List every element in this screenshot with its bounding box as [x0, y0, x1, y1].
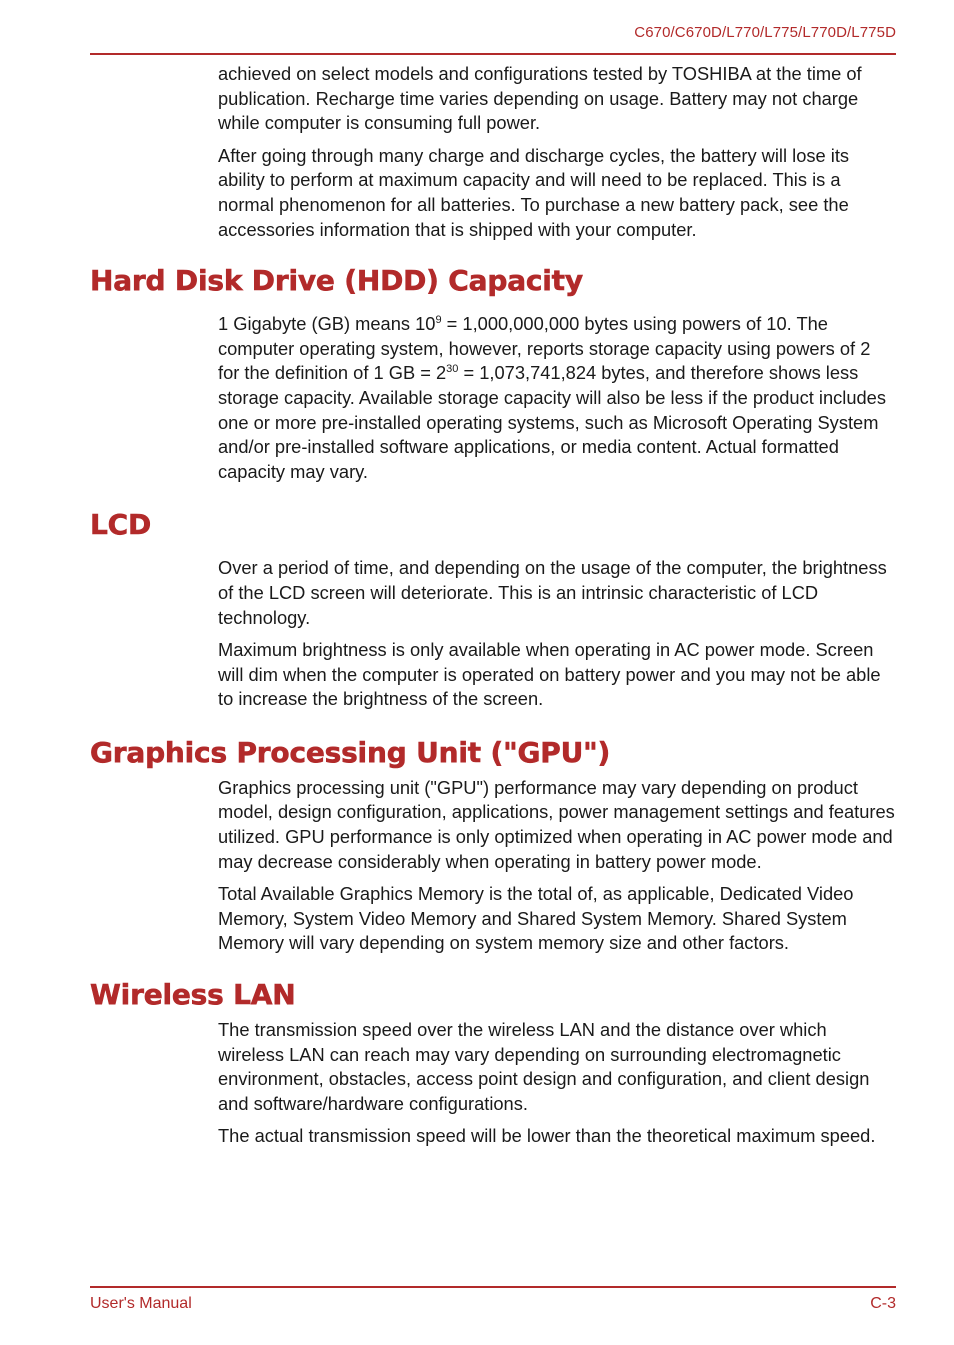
- intro-paragraph-1: achieved on select models and configurations tested by TOSHIBA at the time of publication. Recharge time varies depending on usage. Battery may not charge while computer is consuming full power.: [218, 63, 862, 134]
- hdd-text-a: 1 Gigabyte (GB) means 10: [218, 313, 436, 335]
- wlan-paragraph-1: The transmission speed over the wireless LAN and the distance over which wireless LAN can reach may vary depending on surrounding electromagnetic environment, obstacles, access point design and configuration, and client design and software/hardware configurations.: [218, 1019, 870, 1114]
- gpu-paragraph-2: Total Available Graphics Memory is the total of, as applicable, Dedicated Video Memory, System Video Memory and Shared System Memory. Shared System Memory will vary depending on system memory size and other factors.: [218, 883, 854, 954]
- section-heading-wireless-lan: Wireless LAN: [90, 978, 296, 1012]
- lcd-paragraph-1: Over a period of time, and depending on the usage of the computer, the brightness of the LCD screen will deteriorate. This is an intrinsic characteristic of LCD technology.: [218, 557, 887, 628]
- header-divider: [90, 53, 896, 55]
- gpu-paragraph-1: Graphics processing unit ("GPU") performance may vary depending on product model, design configuration, applications, power management settings and features utilized. GPU performance is only optimized when operating in AC power mode and may decrease considerably when operating in battery power mode.: [218, 776, 895, 872]
- lcd-paragraph-2: Maximum brightness is only available when operating in AC power mode. Screen will dim when the computer is operated on battery power and you may not be able to increase the brightness of the screen.: [218, 639, 881, 710]
- footer-divider: [90, 1286, 896, 1288]
- section-heading-gpu: Graphics Processing Unit ("GPU"): [90, 735, 611, 769]
- page-content: [0, 62, 954, 1157]
- section-heading-lcd: LCD: [90, 508, 152, 542]
- hdd-superscript-2: 30: [446, 363, 459, 376]
- hdd-text-c: = 1,073,741,824 bytes, and therefore shows less storage capacity. Available storage capacity will also be less if the product includes one or more pre-installed operating systems, such as Microsoft Operating System and/or pre-installed software applications, or media content. Actual formatted capacity may vary.: [218, 362, 886, 482]
- footer-manual-title: User's Manual: [90, 1295, 192, 1312]
- hdd-text-b: = 1,000,000,000 bytes using powers of 10. The computer operating system, however, reports storage capacity using powers of 2 for the definition of 1 GB = 2: [218, 313, 871, 384]
- intro-paragraph-2: After going through many charge and discharge cycles, the battery will lose its ability to perform at maximum capacity and will need to be replaced. This is a normal phenomenon for all batteries. To purchase a new battery pack, see the accessories information that is shipped with your computer.: [218, 144, 850, 240]
- section-heading-hdd: Hard Disk Drive (HDD) Capacity: [90, 264, 583, 298]
- header-model-title: C670/C670D/L770/L775/L770D/L775D: [634, 24, 896, 41]
- hdd-paragraph-1: [218, 312, 896, 484]
- wlan-paragraph-2: The actual transmission speed will be lower than the theoretical maximum speed.: [218, 1125, 876, 1147]
- hdd-superscript-1: 9: [435, 314, 442, 327]
- footer-page-number: C-3: [870, 1295, 896, 1312]
